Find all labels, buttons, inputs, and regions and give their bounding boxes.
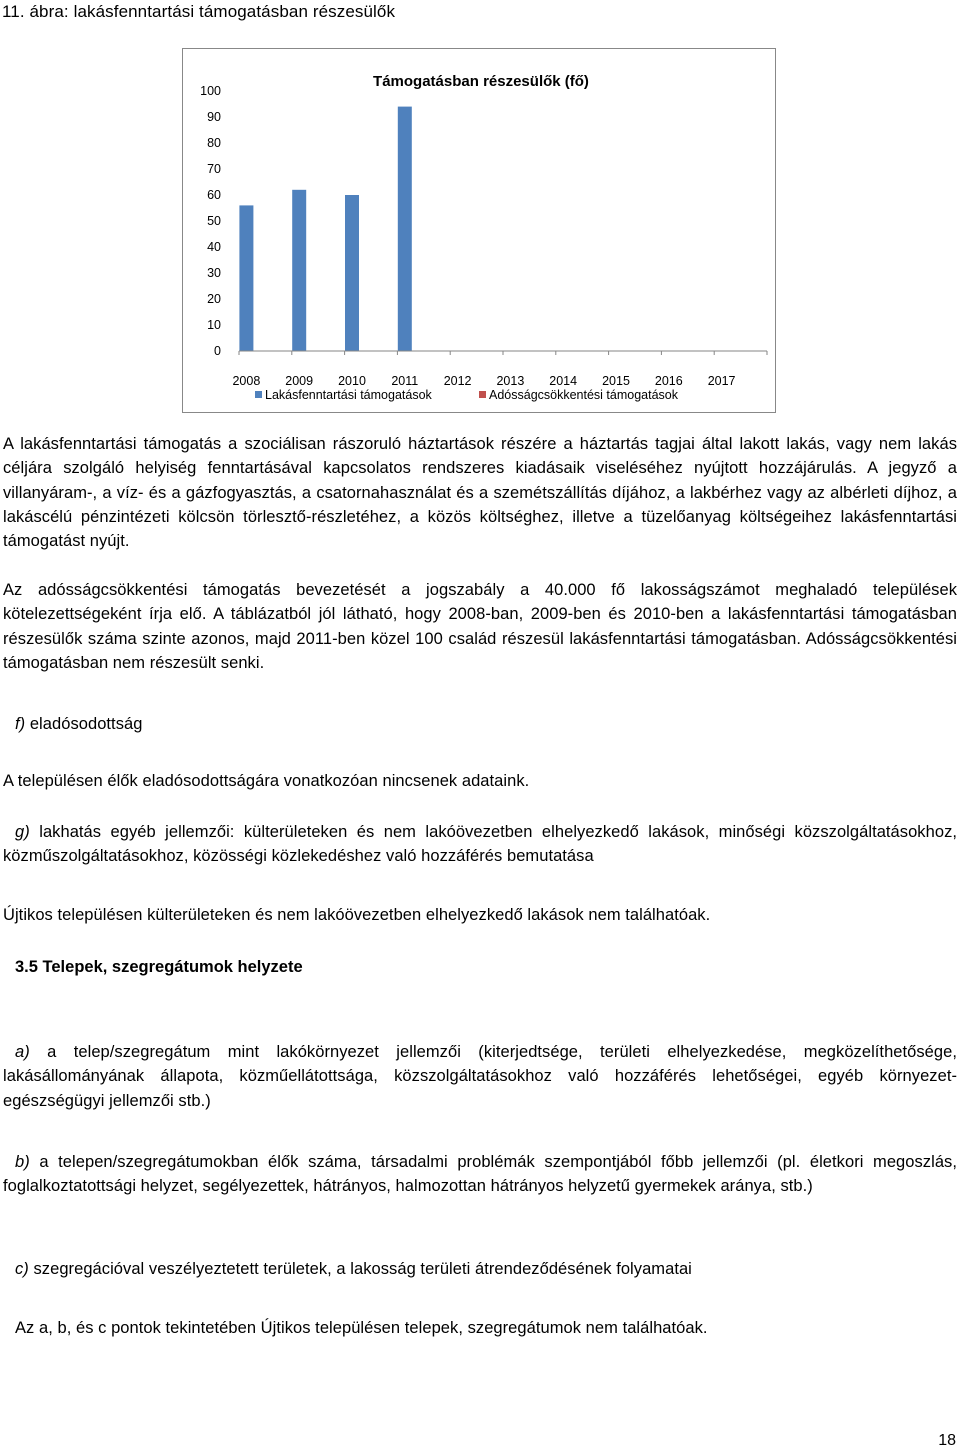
y-tick-label: 30 [207,266,221,280]
legend-swatch [479,391,486,398]
y-tick-label: 20 [207,292,221,306]
paragraph-eladosodottsag: A településen élők eladósodottságára vonatkozóan nincsenek adataink. [3,772,530,790]
section-f-title [15,712,960,736]
legend-swatch [255,391,262,398]
section-g-label: g) [15,823,30,841]
x-tick-label: 2010 [338,374,366,388]
section-b-text: a telepen/szegregátumokban élők száma, társadalmi problémák szempontjából főbb jellemzői (pl. életkori megoszlás, foglalkoztatottsági helyzet, segélyezettek, hátrányos, halmozottan hátrányos helyzetű gyermekek aránya, stb.) [3,1153,957,1196]
section-f-text: eladósodottság [25,715,143,733]
section-a-text: a telep/szegregátum mint lakókörnyezet jellemzői (kiterjedtsége, területi elhelyezkedése, megközelíthetősége, lakásállományának állapota, közműellátottsága, közszolgáltatásokhoz való hozzáférés lehetőségei, egyéb környezet-egészségügyi jellemzői stb.) [3,1043,957,1110]
bar-chart [183,49,777,414]
chart-title: Támogatásban részesülők (fő) [373,73,589,90]
x-tick-label: 2012 [443,374,472,388]
x-tick-label: 2017 [707,374,736,388]
legend-label: Adósságcsökkentési támogatások [489,388,678,402]
section-a-label: a) [15,1043,30,1061]
x-tick-label: 2015 [602,374,630,388]
paragraph-adossagcsokkentesi: Az adósságcsökkentési támogatás bevezetését a jogszabály a 40.000 fő lakosságszámot meghaladó települések kötelezettségeként írja elő. A táblázatból jól látható, hogy 2008-ban, 2009-ben és 2010-ben a lakásfenntartási támogatásban részesülők száma szinte azonos, majd 2011-ben közel 100 család részesül lakásfenntartási támogatásban. Adósságcsökkentési támogatásban nem részesült senki. [3,581,957,672]
section-c-text: szegregációval veszélyeztetett területek, a lakosság területi átrendeződésének folyamatai [28,1260,692,1278]
bar-2008 [239,205,253,351]
section-heading-3-5: 3.5 Telepek, szegregátumok helyzete [15,958,303,976]
section-g-text: lakhatás egyéb jellemzői: külterületeken és nem lakóövezetben elhelyezkedő lakások, minőségi közszolgáltatásokhoz, közműszolgáltatásokhoz, közösségi közlekedéshez való hozzáférés bemutatása [3,823,957,866]
section-g-title [3,820,957,869]
section-f-label: f) [15,715,26,733]
section-c-title [15,1257,960,1281]
bar-2011 [398,107,412,351]
y-tick-label: 10 [207,318,221,332]
section-b-title [3,1150,957,1199]
paragraph-lakasfenntartasi: A lakásfenntartási támogatás a szociálisan rászoruló háztartások részére a háztartás tagjai által lakott lakás, vagy nem lakás céljára szolgáló helyiség fenntartásával kapcsolatos rendszeres kiadásaik viseléséhez nyújtott hozzájárulás. A jegyző a villanyáram-, a víz- és a gázfogyasztás, a csatornahasználat és a szemétszállítás díjához, a lakbérhez vagy az albérleti díjhoz, a lakáscélú pénzintézeti kölcsön törlesztő-részletéhez, a közös költséghez, illetve a tüzelőanyag költségeihez lakásfenntartási támogatást nyújt. [3,435,957,551]
x-tick-label: 2009 [285,374,314,388]
y-tick-label: 70 [207,162,221,176]
bar-2009 [292,190,306,351]
y-tick-label: 50 [207,214,221,228]
x-tick-label: 2013 [496,374,525,388]
x-tick-label: 2011 [391,374,419,388]
section-b-label: b) [15,1153,30,1171]
x-tick-label: 2014 [549,374,578,388]
y-tick-label: 0 [214,344,221,358]
paragraph-kulteruletek: Újtikos településen külterületeken és nem lakóövezetben elhelyezkedő lakások nem találhatóak. [3,906,711,924]
y-tick-label: 60 [207,188,221,202]
section-c-label: c) [15,1260,29,1278]
y-tick-label: 40 [207,240,221,254]
figure-caption: 11. ábra: lakásfenntartási támogatásban részesülők [2,2,396,21]
x-tick-label: 2016 [654,374,683,388]
y-tick-label: 90 [207,110,221,124]
chart-area [182,48,776,413]
bar-2010 [345,195,359,351]
section-a-title [3,1040,957,1113]
y-tick-label: 100 [200,84,221,98]
paragraph-conclusion: Az a, b, és c pontok tekintetében Újtikos településen telepek, szegregátumok nem találhatóak. [15,1319,708,1337]
legend-label: Lakásfenntartási támogatások [265,388,432,402]
y-tick-label: 80 [207,136,221,150]
x-tick-label: 2008 [232,374,261,388]
page-number: 18 [938,1432,956,1449]
